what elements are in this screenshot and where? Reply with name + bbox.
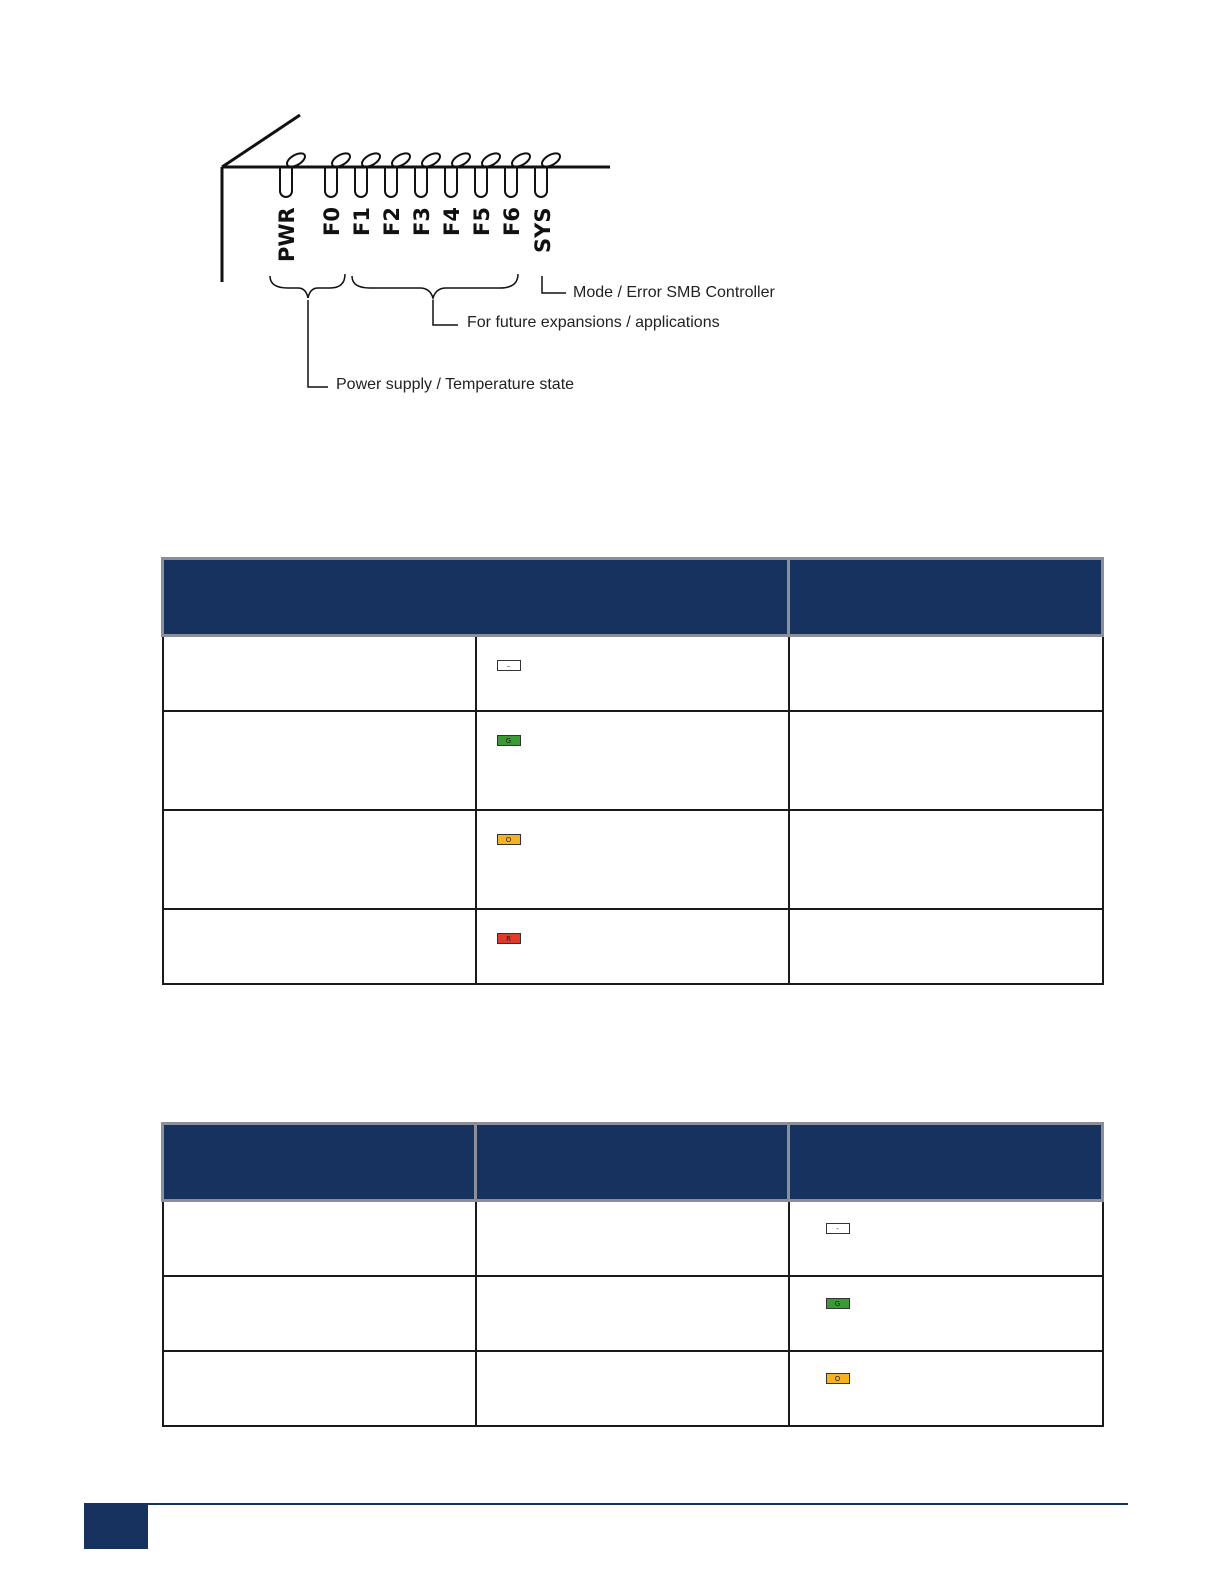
table-cell [476,1201,789,1276]
led-pwr [280,151,307,197]
leader-power [308,300,328,387]
led-f4 [445,151,472,197]
led-f3 [415,151,442,197]
table-cell [163,636,476,711]
led-group [280,151,562,197]
table-row [163,636,1103,711]
led-off-indicator: - [826,1223,850,1234]
footer-page-block [84,1503,148,1549]
led-panel-diagram [0,0,1224,420]
table-cell [163,909,476,984]
table-cell [789,909,1103,984]
table-cell [476,711,789,810]
led-orange-indicator: O [826,1373,850,1384]
led-f0 [325,151,352,197]
table-cell [476,909,789,984]
led-f2 [385,151,412,197]
table-row [163,909,1103,984]
led-f1 [355,151,382,197]
table-cell [789,636,1103,711]
brace-power-group [270,274,345,298]
table-cell [163,1351,476,1426]
table-cell [476,1276,789,1351]
footer-rule [84,1503,1128,1505]
table-cell [476,810,789,909]
annotation-power: Power supply / Temperature state [336,376,575,393]
table-cell [476,1351,789,1426]
table-cell [163,711,476,810]
led-green-indicator: G [497,735,521,746]
table-cell [789,1201,1103,1276]
table-header-cell [789,559,1103,636]
led-label-f0: F0 [320,207,344,236]
led-green-indicator: G [826,1298,850,1309]
table-cell [163,1201,476,1276]
led-label-f1: F1 [350,207,374,236]
table-header-row [163,559,1103,636]
led-label-pwr: PWR [275,207,299,262]
table-cell [789,1351,1103,1426]
led-red-indicator: R [497,933,521,944]
table-cell [789,810,1103,909]
led-status-table-2 [161,1122,1104,1427]
leader-sys [542,276,566,293]
led-label-f2: F2 [380,207,404,236]
table-row [163,810,1103,909]
table-cell [789,1276,1103,1351]
table-header-cell [163,1124,476,1201]
led-label-f3: F3 [410,207,434,236]
table-cell [476,636,789,711]
led-sys [535,151,562,197]
table-row [163,1351,1103,1426]
led-orange-indicator: O [497,834,521,845]
led-off-indicator: – [497,660,521,671]
led-f6 [505,151,532,197]
table-row [163,1276,1103,1351]
led-f5 [475,151,502,197]
table-header-cell [163,559,789,636]
led-label-f6: F6 [500,207,524,236]
brace-future-group [352,274,518,298]
led-status-table-1 [161,557,1104,985]
table-header-cell [789,1124,1103,1201]
table-cell [163,810,476,909]
leader-future [433,300,458,325]
annotation-future: For future expansions / applications [467,314,720,331]
table-row [163,711,1103,810]
led-label-f4: F4 [440,207,464,236]
table-row [163,1201,1103,1276]
table-header-cell [476,1124,789,1201]
table-cell [789,711,1103,810]
table-header-row [163,1124,1103,1201]
led-label-f5: F5 [470,207,494,236]
table-cell [163,1276,476,1351]
annotation-sys: Mode / Error SMB Controller [573,284,775,301]
led-label-sys: SYS [531,207,555,253]
